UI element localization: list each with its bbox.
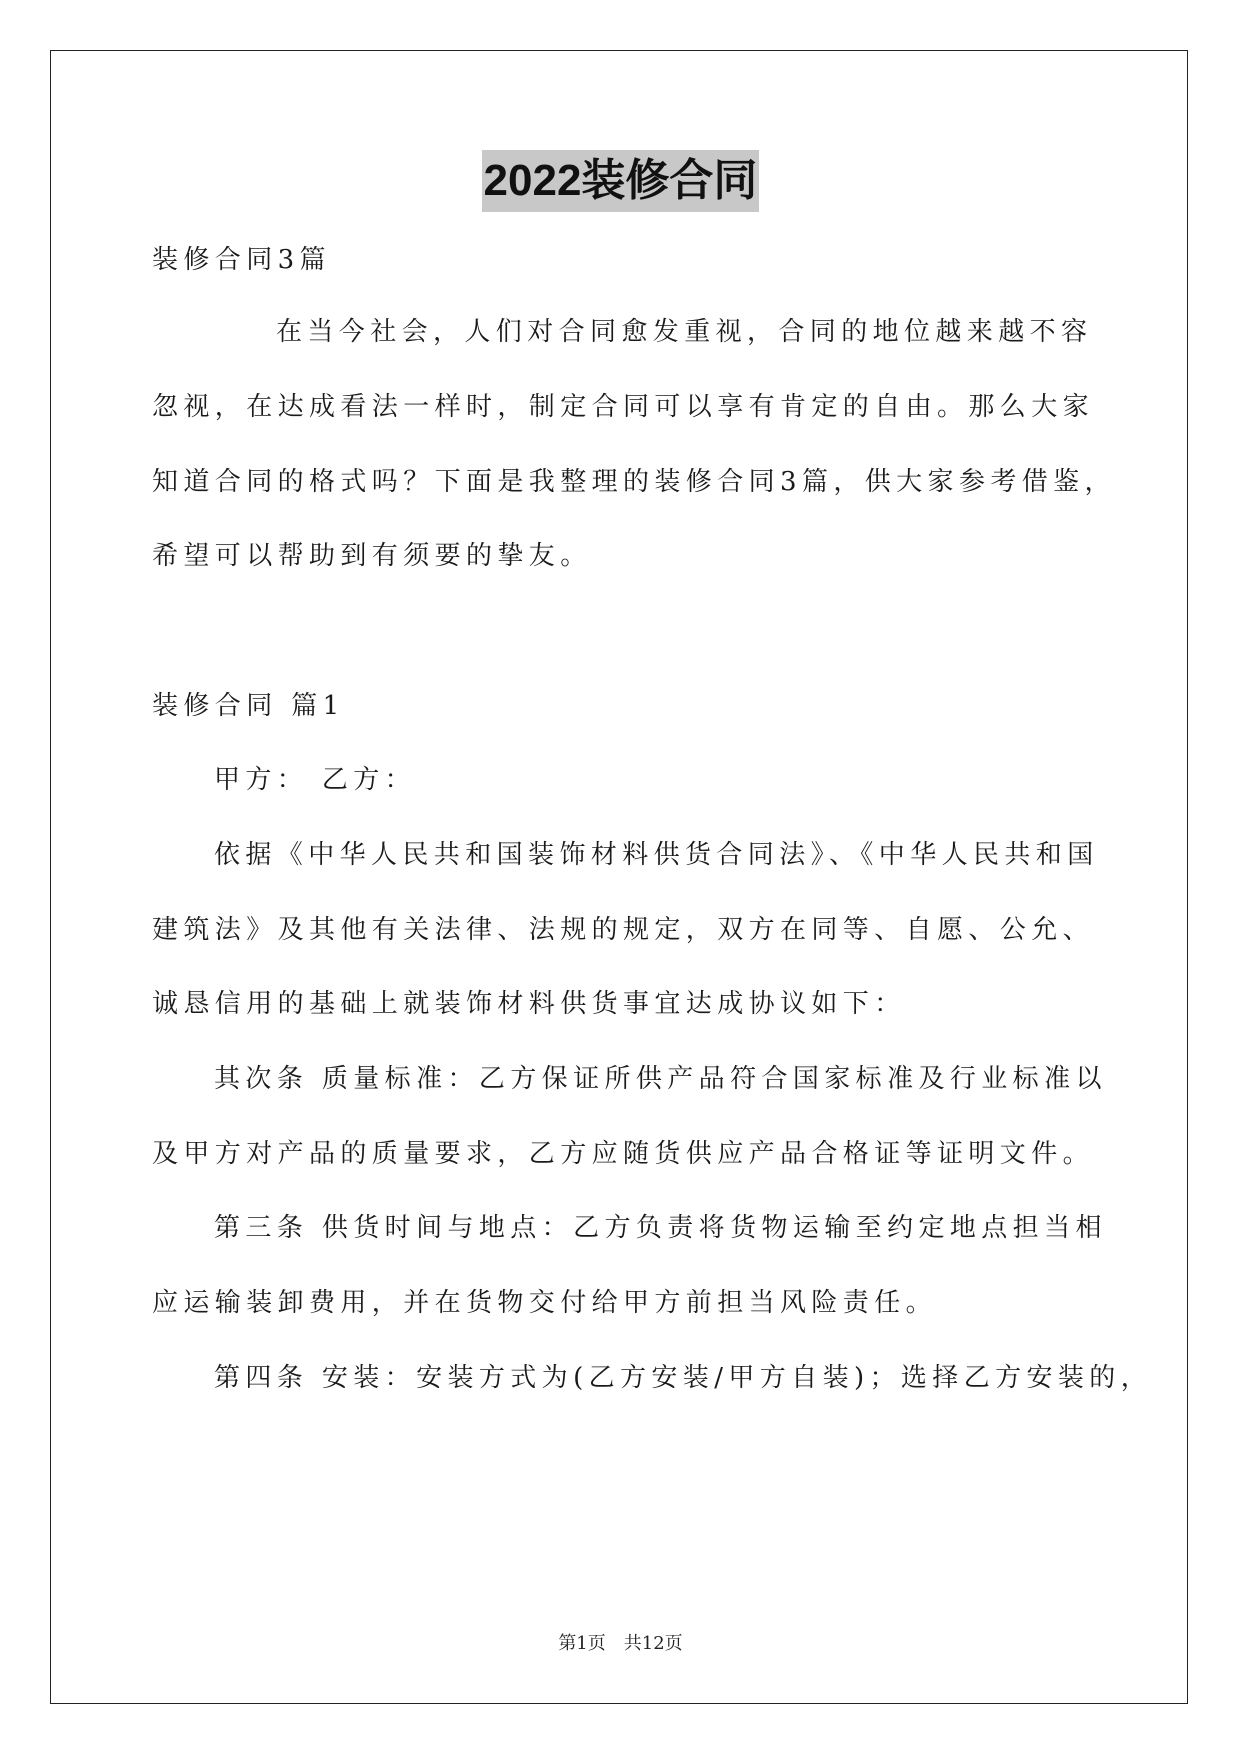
paragraph-line: 依据《中华人民共和国装饰材料供货合同法》、《中华人民共和国 [214,840,1099,870]
section-heading: 装修合同3篇 [152,245,331,275]
page-number: 第1页 共12页 [558,1633,683,1654]
paragraph-line: 第三条 供货时间与地点：乙方负责将货物运输至约定地点担当相 [214,1213,1107,1243]
paragraph-line: 希望可以帮助到有须要的挚友。 [152,541,592,571]
paragraph-line: 建筑法》及其他有关法律、法规的规定，双方在同等、自愿、公允、 [152,915,1095,945]
paragraph-line: 其次条 质量标准：乙方保证所供产品符合国家标准及行业标准以 [214,1064,1107,1094]
paragraph-line: 诚恳信用的基础上就装饰材料供货事宜达成协议如下： [152,989,906,1019]
paragraph-line: 知道合同的格式吗？下面是我整理的装修合同3篇，供大家参考借鉴， [152,467,1116,497]
paragraph-line: 及甲方对产品的质量要求，乙方应随货供应产品合格证等证明文件。 [152,1139,1095,1169]
page-border [50,50,1188,1704]
paragraph-line: 在当今社会，人们对合同愈发重视，合同的地位越来越不容 [276,317,1093,347]
section-heading: 装修合同 篇1 [152,691,345,721]
title-container [0,150,1241,212]
paragraph-line: 忽视，在达成看法一样时，制定合同可以享有肯定的自由。那么大家 [152,392,1095,422]
paragraph-line: 甲方： 乙方： [214,765,417,795]
paragraph-line: 应运输装卸费用，并在货物交付给甲方前担当风险责任。 [152,1288,938,1318]
paragraph-line: 第四条 安装：安装方式为(乙方安装/甲方自装)；选择乙方安装的， [214,1363,1153,1393]
document-title: 2022装修合同 [482,150,760,212]
